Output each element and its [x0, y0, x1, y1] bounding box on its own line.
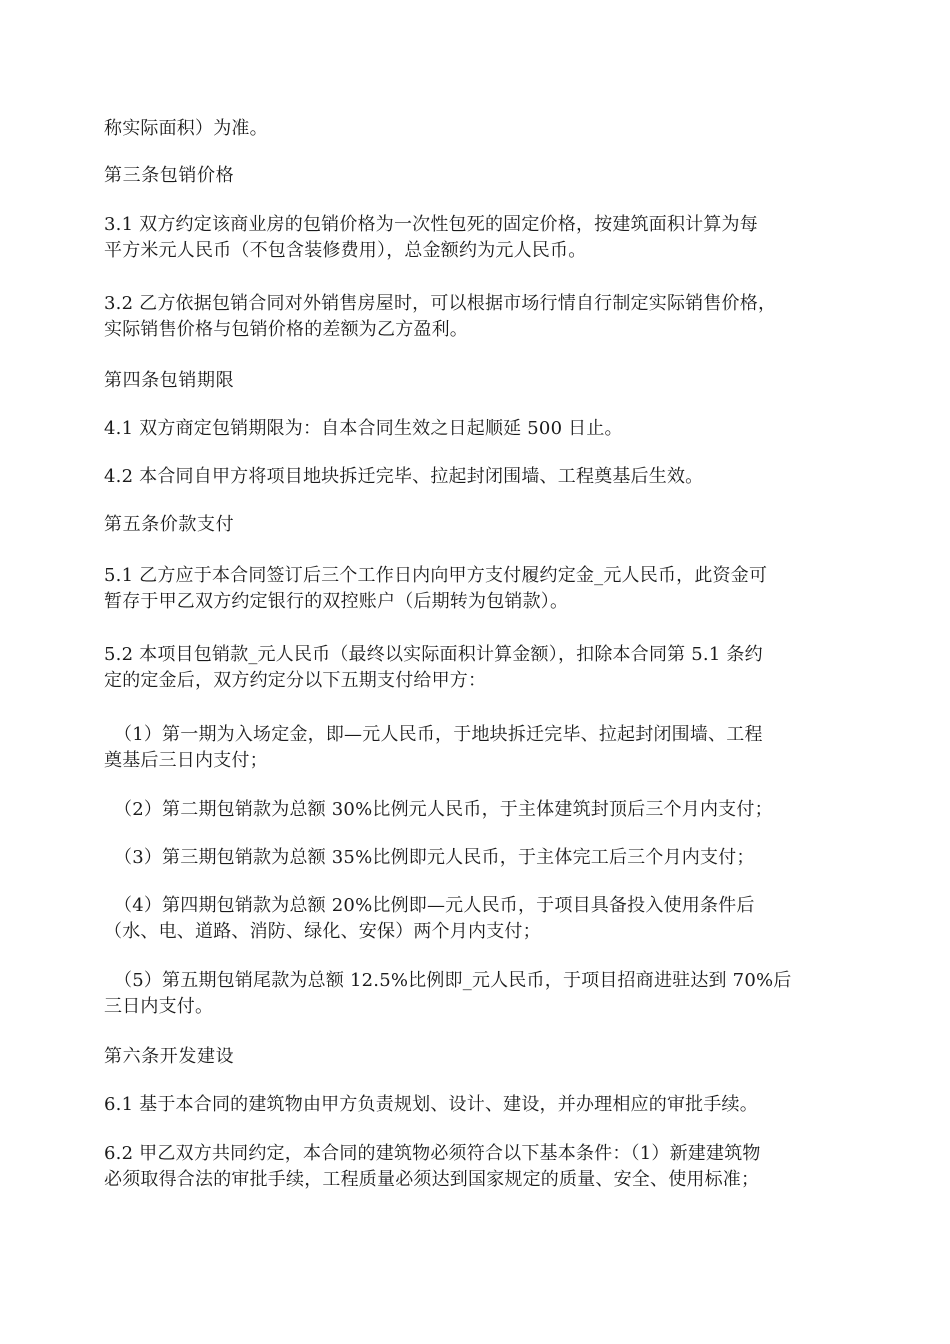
- text-line: 称实际面积）为准。: [104, 118, 268, 139]
- heading-article-3: [104, 163, 234, 189]
- text-line: （1）第一期为入场定金，即—元人民币，于地块拆迁完毕、拉起封闭围墙、工程: [114, 724, 763, 745]
- clause-6-1: [104, 1092, 842, 1118]
- text-line: 实际销售价格与包销价格的差额为乙方盈利。: [104, 319, 468, 340]
- text-line: 4.1 双方商定包销期限为：自本合同生效之日起顺延 500 日止。: [104, 418, 623, 439]
- heading-text: 第六条开发建设: [104, 1046, 235, 1067]
- clause-5-1: [104, 563, 842, 615]
- payment-item-2: [104, 797, 844, 823]
- payment-item-3: [104, 845, 844, 871]
- text-line: 定的定金后，双方约定分以下五期支付给甲方：: [104, 670, 487, 691]
- text-line: 6.1 基于本合同的建筑物由甲方负责规划、设计、建设，并办理相应的审批手续。: [104, 1094, 758, 1115]
- clause-3-2: [104, 291, 842, 343]
- clause-5-2: [104, 642, 842, 694]
- clause-4-2: [104, 464, 842, 490]
- text-line: 4.2 本合同自甲方将项目地块拆迁完毕、拉起封闭围墙、工程奠基后生效。: [104, 466, 704, 487]
- text-line: 三日内支付。: [104, 996, 214, 1017]
- heading-text: 第三条包销价格: [104, 165, 235, 186]
- text-line: 5.2 本项目包销款_元人民币（最终以实际面积计算金额），扣除本合同第 5.1 条约: [104, 644, 763, 665]
- text-line: 平方米元人民币（不包含装修费用），总金额约为元人民币。: [104, 240, 587, 261]
- text-line: 5.1 乙方应于本合同签订后三个工作日内向甲方支付履约定金_元人民币，此资金可: [104, 565, 768, 586]
- clause-6-2: [104, 1141, 842, 1193]
- text-line: 3.1 双方约定该商业房的包销价格为一次性包死的固定价格，按建筑面积计算为每: [104, 214, 758, 235]
- text-line: 6.2 甲乙双方共同约定，本合同的建筑物必须符合以下基本条件：（1）新建建筑物: [104, 1143, 761, 1164]
- clause-3-1: [104, 212, 842, 264]
- heading-text: 第四条包销期限: [104, 370, 235, 391]
- text-line: 奠基后三日内支付；: [104, 750, 268, 771]
- text-line: 3.2 乙方依据包销合同对外销售房屋时，可以根据市场行情自行制定实际销售价格，: [104, 293, 777, 314]
- text-line: （2）第二期包销款为总额 30%比例元人民币，于主体建筑封顶后三个月内支付；: [114, 799, 773, 820]
- payment-item-5: [104, 968, 844, 1020]
- heading-article-6: [104, 1044, 234, 1070]
- clause-4-1: [104, 416, 842, 442]
- heading-article-4: [104, 368, 234, 394]
- text-line: （水、电、道路、消防、绿化、安保）两个月内支付；: [104, 921, 541, 942]
- text-line: （4）第四期包销款为总额 20%比例即—元人民币，于项目具备投入使用条件后: [114, 895, 755, 916]
- paragraph-area-basis: [104, 116, 842, 142]
- payment-item-4: [104, 893, 844, 945]
- text-line: 必须取得合法的审批手续，工程质量必须达到国家规定的质量、安全、使用标准；: [104, 1169, 760, 1190]
- text-line: （5）第五期包销尾款为总额 12.5%比例即_元人民币，于项目招商进驻达到 70%后: [114, 970, 792, 991]
- text-line: 暂存于甲乙双方约定银行的双控账户（后期转为包销款）。: [104, 591, 569, 612]
- payment-item-1: [104, 722, 844, 774]
- text-line: （3）第三期包销款为总额 35%比例即元人民币，于主体完工后三个月内支付；: [114, 847, 755, 868]
- heading-text: 第五条价款支付: [104, 514, 235, 535]
- heading-article-5: [104, 512, 234, 538]
